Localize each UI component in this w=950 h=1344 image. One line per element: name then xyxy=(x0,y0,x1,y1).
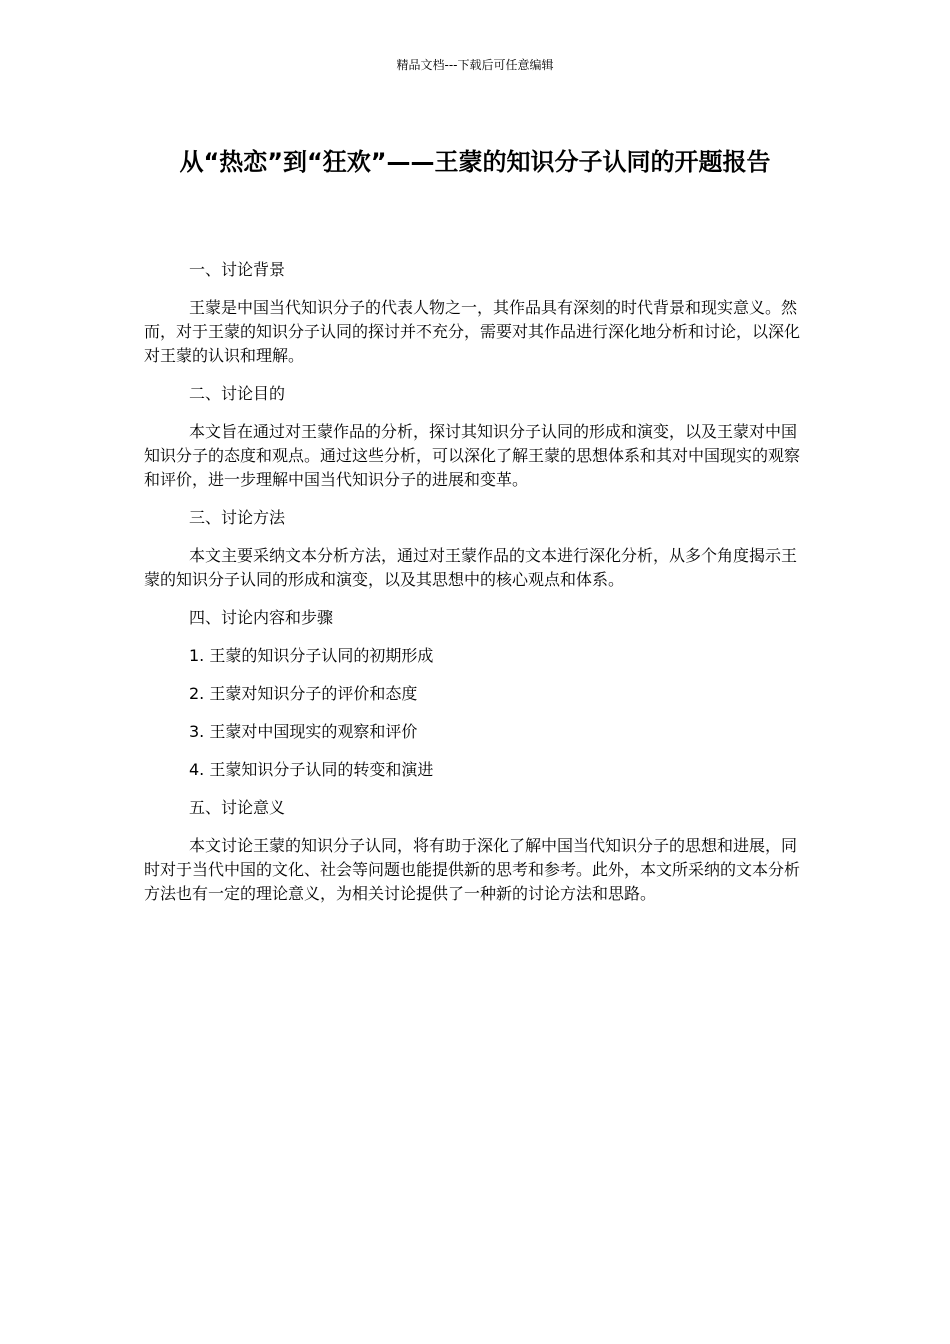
section-paragraph-background: 王蒙是中国当代知识分子的代表人物之一，其作品具有深刻的时代背景和现实意义。然而，对于王蒙的知识分子认同的探讨并不充分，需要对其作品进行深化地分析和讨论，以深化对王蒙的认识和理解。 xyxy=(144,298,801,365)
section-paragraph-method: 本文主要采纳文本分析方法，通过对王蒙作品的文本进行深化分析，从多个角度揭示王蒙的知识分子认同的形成和演变，以及其思想中的核心观点和体系。 xyxy=(144,546,798,589)
document-title: 从“热恋”到“狂欢”——王蒙的知识分子认同的开题报告 xyxy=(179,148,771,176)
section-heading-method: 三、讨论方法 xyxy=(189,508,286,527)
list-item: 4. 王蒙知识分子认同的转变和演进 xyxy=(189,760,434,779)
section-heading-purpose: 二、讨论目的 xyxy=(189,384,286,403)
section-heading-significance: 五、讨论意义 xyxy=(189,798,286,817)
list-item: 2. 王蒙对知识分子的评价和态度 xyxy=(189,684,418,703)
section-paragraph-significance: 本文讨论王蒙的知识分子认同，将有助于深化了解中国当代知识分子的思想和进展，同时对于当代中国的文化、社会等问题也能提供新的思考和参考。此外，本文所采纳的文本分析方法也有一定的理论意义，为相关讨论提供了一种新的讨论方法和思路。 xyxy=(144,836,801,903)
section-paragraph-purpose: 本文旨在通过对王蒙作品的分析，探讨其知识分子认同的形成和演变，以及王蒙对中国知识分子的态度和观点。通过这些分析，可以深化了解王蒙的思想体系和其对中国现实的观察和评价，进一步理解中国当代知识分子的进展和变革。 xyxy=(144,422,801,489)
document-body xyxy=(144,258,806,920)
section-heading-background: 一、讨论背景 xyxy=(189,260,286,279)
header-note: 精品文档---下载后可任意编辑 xyxy=(396,58,554,72)
section-heading-content: 四、讨论内容和步骤 xyxy=(189,608,334,627)
list-item: 3. 王蒙对中国现实的观察和评价 xyxy=(189,722,418,741)
list-item: 1. 王蒙的知识分子认同的初期形成 xyxy=(189,646,434,665)
